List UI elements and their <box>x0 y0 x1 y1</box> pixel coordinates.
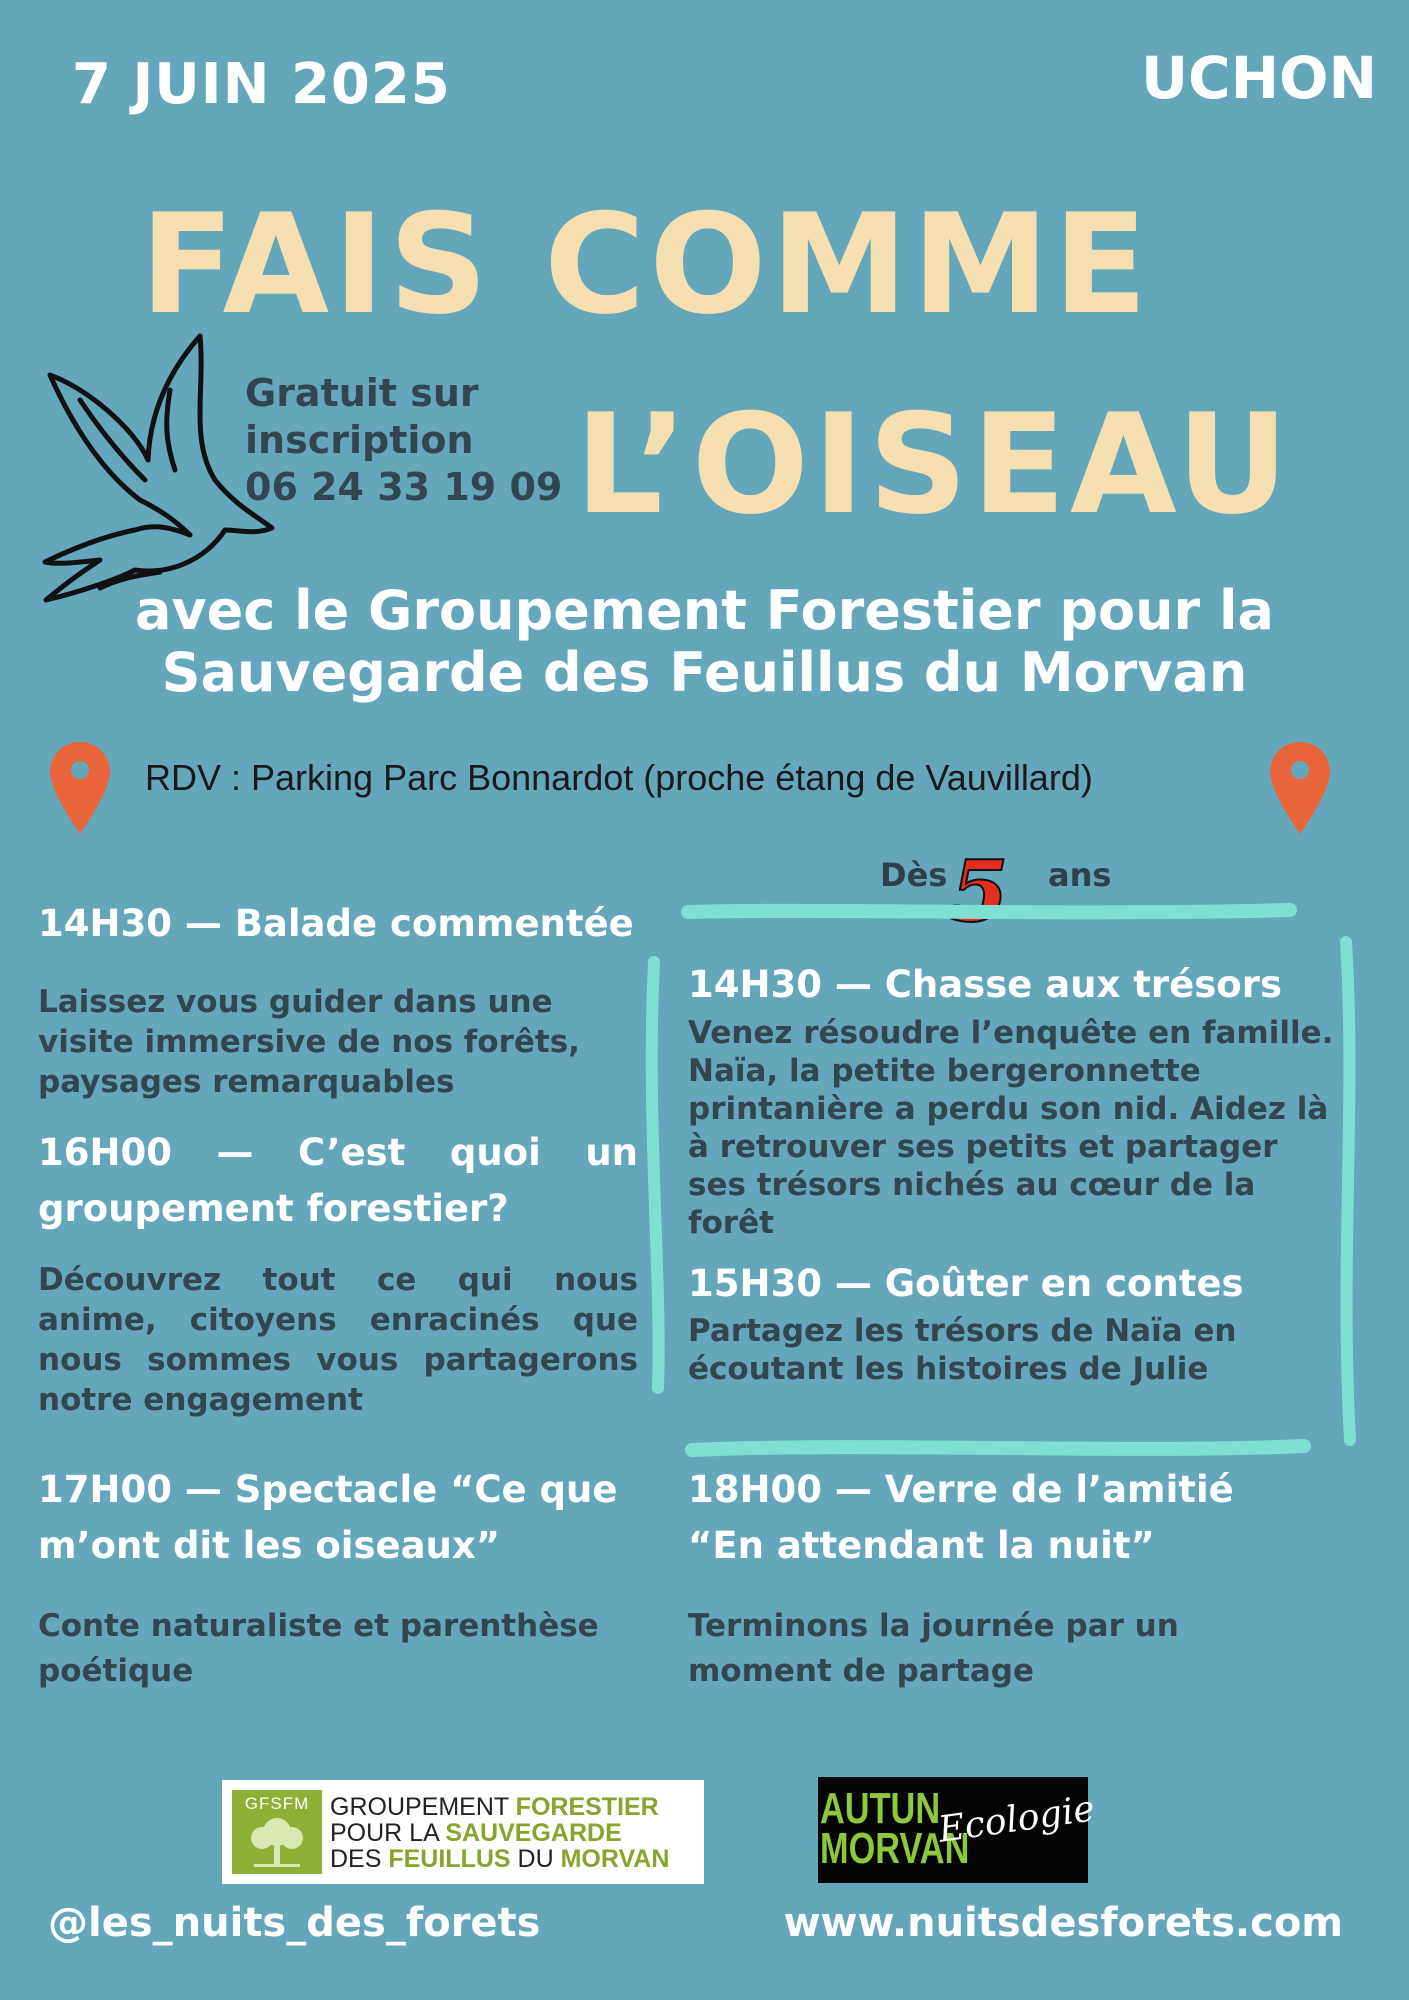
event-balade <box>38 896 638 952</box>
gfsfm-text: GROUPEMENT <box>330 1793 516 1821</box>
autun-morvan-ecologie-logo <box>818 1777 1098 1883</box>
age-suffix: ans <box>1048 856 1112 894</box>
gfsfm-text: POUR LA <box>330 1819 446 1847</box>
tree-icon <box>242 1814 312 1870</box>
meeting-point: RDV : Parking Parc Bonnardot (proche étang de Vauvillard) <box>145 757 1093 798</box>
event-spectacle-heading: 17H00 — Spectacle “Ce que m’ont dit les oiseaux” <box>38 1468 618 1567</box>
event-description: Laissez vous guider dans une visite immersive de nos forêts, paysages remarquables <box>38 984 580 1100</box>
gfsfm-text: DU <box>510 1845 561 1873</box>
event-date: 7 JUIN 2025 <box>72 52 451 117</box>
morvan-text: MORVAN <box>820 1824 970 1873</box>
dove-icon <box>40 330 280 610</box>
event-description: Découvrez tout ce qui nous anime, citoyens enracinés que nous sommes vous partagerons notre engagement <box>38 1262 638 1418</box>
title-line-1: FAIS COMME <box>140 184 1152 345</box>
gfsfm-abbr: GFSFM <box>244 1794 310 1813</box>
gfsfm-text: MORVAN <box>560 1845 670 1873</box>
event-chasse-heading: 14H30 — Chasse aux trésors <box>688 963 1282 1006</box>
registration-line-1: Gratuit sur <box>245 371 479 415</box>
gfsfm-text: SAUVEGARDE <box>445 1819 622 1847</box>
event-description: Conte naturaliste et parenthèse poétique <box>38 1608 599 1689</box>
registration-info <box>245 370 562 511</box>
website-url: www.nuitsdesforets.com <box>783 1900 1343 1946</box>
event-description: Terminons la journée par un moment de partage <box>688 1608 1179 1689</box>
age-prefix: Dès <box>880 856 948 894</box>
subtitle-line-1: avec le Groupement Forestier pour la <box>135 579 1274 642</box>
location-pin-icon <box>48 740 112 836</box>
gfsfm-text: FEUILLUS <box>388 1845 511 1873</box>
subtitle <box>0 580 1409 704</box>
title-line-2: L’OISEAU <box>575 384 1293 545</box>
location-pin-icon <box>1268 740 1332 836</box>
registration-phone: 06 24 33 19 09 <box>245 465 563 509</box>
event-heading: 14H30 — Balade commentée <box>38 902 634 945</box>
event-groupement-heading: 16H00 — C’est quoi un groupement forestier? <box>38 1131 638 1230</box>
event-verre-heading: 18H00 — Verre de l’amitié “En attendant la nuit” <box>688 1468 1234 1567</box>
event-description: Partagez les trésors de Naïa en écoutant les histoires de Julie <box>688 1313 1237 1387</box>
subtitle-line-2: Sauvegarde des Feuillus du Morvan <box>161 641 1248 704</box>
gfsfm-tree-mark <box>232 1790 322 1874</box>
gfsfm-name <box>330 1794 669 1872</box>
age-number: 5 <box>950 842 1009 941</box>
event-gouter-heading: 15H30 — Goûter en contes <box>688 1262 1244 1305</box>
ecologie-script: Ecologie <box>935 1788 1098 1851</box>
event-description: Venez résoudre l’enquête en famille. Naïa, la petite bergeronnette printanière a perdu son nid. Aidez là à retrouver ses petits et partager ses trésors nichés au cœur de la forêt <box>688 1015 1334 1241</box>
gfsfm-text: FORESTIER <box>515 1793 659 1821</box>
event-place: UCHON <box>1140 44 1377 112</box>
gfsfm-text: DES <box>330 1845 389 1873</box>
gfsfm-logo <box>222 1780 704 1884</box>
social-handle: @les_nuits_des_forets <box>48 1900 541 1946</box>
registration-line-2: inscription <box>245 418 474 462</box>
autun-text: AUTUN <box>820 1784 941 1833</box>
